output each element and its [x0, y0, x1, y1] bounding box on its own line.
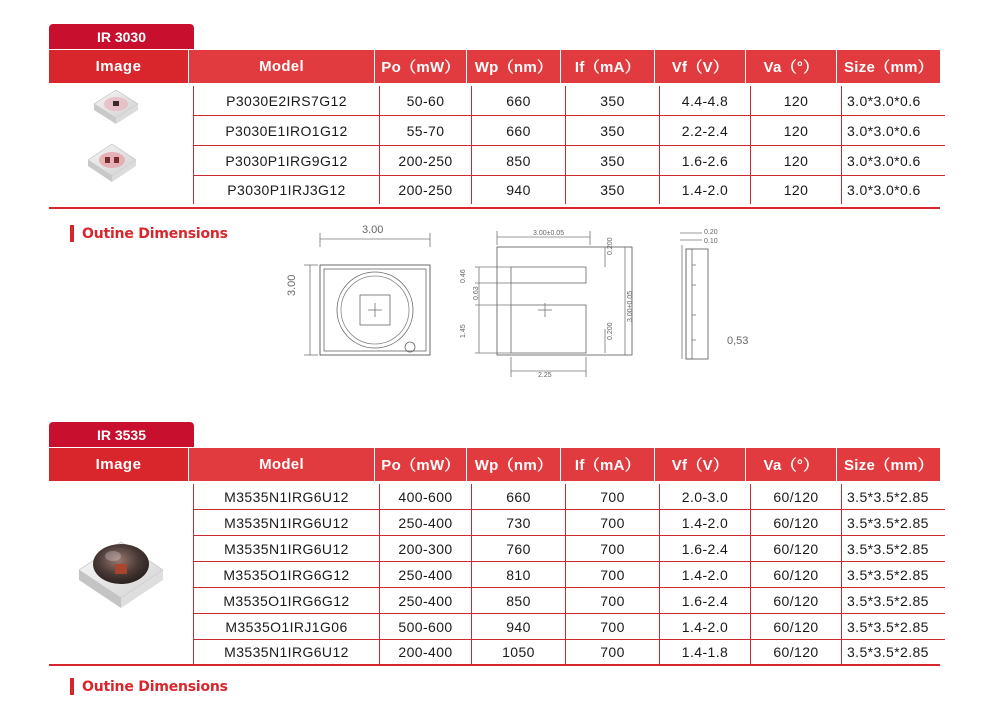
po-cell: 55-70	[379, 116, 471, 145]
ir3535-header-size: Size（mm）	[836, 448, 940, 481]
dim-145: 1.45	[460, 324, 467, 338]
size-cell: 3.0*3.0*0.6	[841, 86, 945, 115]
dim-010: 0.10	[704, 238, 718, 245]
ir3535-product-image	[49, 484, 193, 664]
po-cell: 250-400	[379, 588, 471, 613]
ir3030-tab-label: IR 3030	[96, 28, 147, 45]
dim-top-width: 3.00	[362, 224, 384, 236]
if-cell: 350	[565, 116, 659, 145]
size-cell: 3.5*3.5*2.85	[841, 484, 945, 509]
top-view-drawing	[290, 225, 440, 365]
ir3535-table	[49, 484, 940, 666]
vf-cell: 1.6-2.6	[659, 146, 750, 175]
va-cell: 60/120	[750, 640, 841, 664]
model-cell: M3535N1IRG6U12	[193, 536, 379, 561]
size-cell: 3.5*3.5*2.85	[841, 536, 945, 561]
if-cell: 700	[565, 536, 659, 561]
if-cell: 350	[565, 86, 659, 115]
table-row	[193, 176, 945, 204]
size-cell: 3.5*3.5*2.85	[841, 640, 945, 664]
wp-cell: 940	[471, 176, 565, 204]
wp-cell: 850	[471, 146, 565, 175]
title-accent-bar	[70, 678, 74, 695]
va-cell: 60/120	[750, 484, 841, 509]
ir3030-tab	[49, 24, 194, 49]
va-cell: 120	[750, 116, 841, 145]
ir3030-header-model: Model	[188, 50, 374, 83]
model-cell: P3030P1IRG9G12	[193, 146, 379, 175]
ir3535-header-wp: Wp（nm）	[466, 448, 560, 481]
size-cell: 3.0*3.0*0.6	[841, 176, 945, 204]
va-cell: 60/120	[750, 510, 841, 535]
ir3535-tab-label: IR 3535	[96, 426, 147, 443]
table-row	[193, 484, 945, 510]
vf-cell: 2.2-2.4	[659, 116, 750, 145]
table-row	[193, 536, 945, 562]
if-cell: 700	[565, 640, 659, 664]
model-cell: M3535O1IRG6G12	[193, 588, 379, 613]
model-cell: M3535O1IRJ1G06	[193, 614, 379, 639]
va-cell: 120	[750, 86, 841, 115]
po-cell: 200-300	[379, 536, 471, 561]
size-cell: 3.5*3.5*2.85	[841, 562, 945, 587]
vf-cell: 1.6-2.4	[659, 588, 750, 613]
size-cell: 3.5*3.5*2.85	[841, 510, 945, 535]
outline-dimensions-label: Outine Dimensions	[82, 225, 228, 242]
ir3030-header-va: Va（°）	[745, 50, 836, 83]
if-cell: 700	[565, 510, 659, 535]
model-cell: P3030E1IRO1G12	[193, 116, 379, 145]
ir3535-header-model: Model	[188, 448, 374, 481]
dim-020: 0.20	[704, 229, 718, 236]
wp-cell: 760	[471, 536, 565, 561]
wp-cell: 660	[471, 86, 565, 115]
dim-pad-gap-bottom: 0.200	[607, 322, 614, 340]
if-cell: 700	[565, 484, 659, 509]
side-view-drawing	[670, 225, 730, 365]
po-cell: 500-600	[379, 614, 471, 639]
if-cell: 350	[565, 176, 659, 204]
po-cell: 250-400	[379, 562, 471, 587]
wp-cell: 940	[471, 614, 565, 639]
ir3030-header-image: Image	[49, 50, 188, 83]
ir3030-header-row	[49, 50, 940, 83]
dim-pad-gap-top: 0.200	[607, 237, 614, 255]
table-row	[193, 116, 945, 146]
if-cell: 700	[565, 614, 659, 639]
dim-063: 0.63	[473, 286, 480, 300]
vf-cell: 1.4-2.0	[659, 510, 750, 535]
model-cell: P3030E2IRS7G12	[193, 86, 379, 115]
table-row	[193, 562, 945, 588]
ir3030-product-image	[49, 86, 193, 207]
wp-cell: 730	[471, 510, 565, 535]
ir3030-header-if: If（mA）	[560, 50, 654, 83]
size-cell: 3.0*3.0*0.6	[841, 146, 945, 175]
va-cell: 60/120	[750, 536, 841, 561]
vf-cell: 2.0-3.0	[659, 484, 750, 509]
model-cell: M3535O1IRG6G12	[193, 562, 379, 587]
ir3030-header-size: Size（mm）	[836, 50, 940, 83]
table-row	[193, 640, 945, 664]
ir3535-tab	[49, 422, 194, 447]
po-cell: 200-250	[379, 146, 471, 175]
outline-dimensions-title	[70, 225, 228, 242]
ir3030-table	[49, 86, 940, 209]
led-3535-icon	[49, 484, 193, 658]
ir3535-header-vf: Vf（V）	[654, 448, 745, 481]
vf-cell: 1.4-1.8	[659, 640, 750, 664]
po-cell: 400-600	[379, 484, 471, 509]
size-cell: 3.5*3.5*2.85	[841, 614, 945, 639]
ir3030-header-vf: Vf（V）	[654, 50, 745, 83]
va-cell: 60/120	[750, 588, 841, 613]
wp-cell: 1050	[471, 640, 565, 664]
table-row	[193, 614, 945, 640]
title-accent-bar	[70, 225, 74, 242]
led-3030-icon	[49, 86, 193, 202]
va-cell: 60/120	[750, 614, 841, 639]
model-cell: P3030P1IRJ3G12	[193, 176, 379, 204]
ir3030-header-wp: Wp（nm）	[466, 50, 560, 83]
po-cell: 200-400	[379, 640, 471, 664]
outline-dimensions-label-2: Outine Dimensions	[82, 678, 228, 695]
po-cell: 200-250	[379, 176, 471, 204]
model-cell: M3535N1IRG6U12	[193, 510, 379, 535]
if-cell: 700	[565, 588, 659, 613]
ir3535-header-po: Po（mW）	[374, 448, 466, 481]
vf-cell: 4.4-4.8	[659, 86, 750, 115]
model-cell: M3535N1IRG6U12	[193, 640, 379, 664]
dim-053: 0,53	[727, 335, 749, 347]
dim-bottom-width: 3.00±0.05	[533, 230, 565, 237]
wp-cell: 660	[471, 484, 565, 509]
vf-cell: 1.6-2.4	[659, 536, 750, 561]
va-cell: 120	[750, 146, 841, 175]
va-cell: 60/120	[750, 562, 841, 587]
wp-cell: 810	[471, 562, 565, 587]
wp-cell: 660	[471, 116, 565, 145]
table-row	[193, 146, 945, 176]
va-cell: 120	[750, 176, 841, 204]
ir3535-header-image: Image	[49, 448, 188, 481]
table-row	[193, 588, 945, 614]
ir3030-header-po: Po（mW）	[374, 50, 466, 83]
dim-bottom-height: 3.00±0.05	[627, 290, 634, 322]
if-cell: 700	[565, 562, 659, 587]
table-row	[193, 86, 945, 116]
po-cell: 250-400	[379, 510, 471, 535]
vf-cell: 1.4-2.0	[659, 562, 750, 587]
outline-dimensions-title-2	[70, 678, 228, 695]
vf-cell: 1.4-2.0	[659, 176, 750, 204]
dim-046: 0.46	[460, 269, 467, 283]
if-cell: 350	[565, 146, 659, 175]
dim-side-height: 3.00	[286, 274, 298, 296]
ir3535-header-row	[49, 448, 940, 481]
vf-cell: 1.4-2.0	[659, 614, 750, 639]
table-row	[193, 510, 945, 536]
dim-225: 2.25	[538, 372, 552, 379]
size-cell: 3.0*3.0*0.6	[841, 116, 945, 145]
size-cell: 3.5*3.5*2.85	[841, 588, 945, 613]
po-cell: 50-60	[379, 86, 471, 115]
wp-cell: 850	[471, 588, 565, 613]
ir3535-header-va: Va（°）	[745, 448, 836, 481]
ir3535-header-if: If（mA）	[560, 448, 654, 481]
model-cell: M3535N1IRG6U12	[193, 484, 379, 509]
